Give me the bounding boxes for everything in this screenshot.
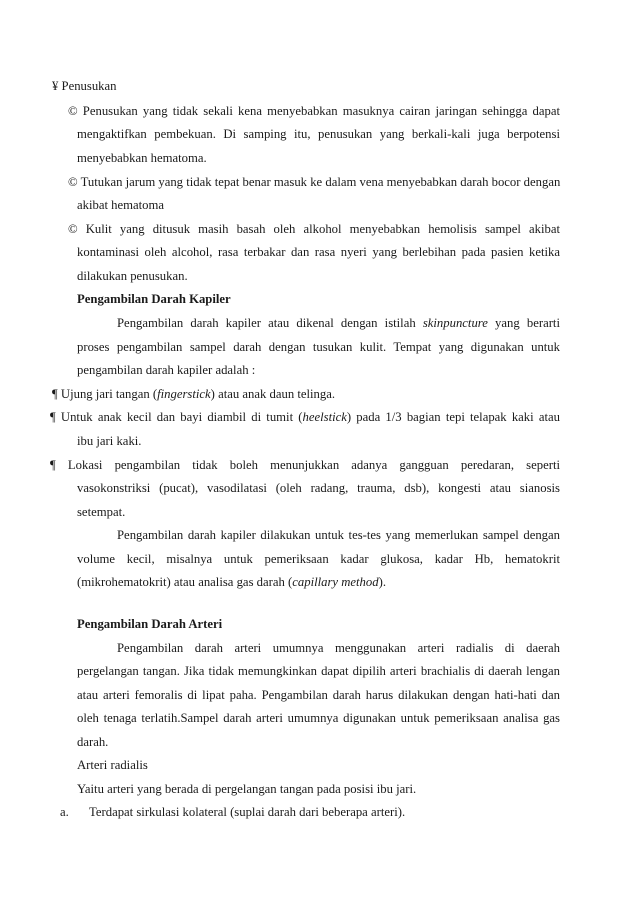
- paragraph-line: mengaktifkan pembekuan. Di samping itu, penusukan yang berkali-kali juga berpotensi: [77, 127, 560, 141]
- text-run: yang berarti: [487, 316, 560, 330]
- paragraph-line: atau arteri femoralis di lipat paha. Pengambilan darah harus dilakukan dengan hati-hati dan: [77, 688, 560, 702]
- paragraph-line: pengambilan darah kapiler adalah :: [77, 363, 256, 377]
- paragraph-line: ibu jari kaki.: [77, 434, 142, 448]
- term-skinpuncture: skinpuncture: [422, 316, 488, 330]
- paragraph-line: proses pengambilan sampel darah dengan tusukan kulit. Tempat yang digunakan untuk: [77, 340, 560, 354]
- text-run: ) atau anak daun telinga.: [210, 387, 336, 401]
- paragraph-line: setempat.: [77, 505, 126, 519]
- text-run: ¶ Ujung jari tangan (: [52, 387, 158, 401]
- term-heelstick: heelstick: [302, 410, 347, 424]
- paragraph-line: Pengambilan darah arteri umumnya menggunakan arteri radialis di daerah: [117, 641, 560, 655]
- paragraph-line: © Kulit yang ditusuk masih basah oleh alkohol menyebabkan hemolisis sampel akibat: [68, 222, 560, 236]
- paragraph-line: darah.: [77, 735, 109, 749]
- list-item: [50, 409, 560, 425]
- text-run: ¶ Untuk anak kecil dan bayi diambil di tumit (: [50, 410, 303, 424]
- paragraph-line: dilakukan penusukan.: [77, 269, 188, 283]
- paragraph-line: Yaitu arteri yang berada di pergelangan tangan pada posisi ibu jari.: [77, 782, 417, 796]
- term-fingerstick: fingerstick: [157, 387, 211, 401]
- heading-arteri: Pengambilan Darah Arteri: [77, 617, 223, 631]
- paragraph-line: volume kecil, misalnya untuk pemeriksaan kadar glukosa, kadar Hb, hematokrit: [77, 552, 560, 566]
- heading-kapiler: Pengambilan Darah Kapiler: [77, 292, 231, 306]
- text-run: ) pada 1/3 bagian tepi telapak kaki atau: [346, 410, 560, 424]
- list-item: Terdapat sirkulasi kolateral (suplai darah dari beberapa arteri).: [89, 805, 406, 819]
- text-run: Pengambilan darah kapiler atau dikenal dengan istilah: [117, 316, 423, 330]
- paragraph-line: kontaminasi oleh alcohol, rasa terbakar dan rasa nyeri yang berlebihan pada pasien ketika: [77, 245, 560, 259]
- paragraph-line: Pengambilan darah kapiler dilakukan untuk tes-tes yang memerlukan sampel dengan: [117, 528, 560, 542]
- list-item: ¶ Lokasi pengambilan tidak boleh menunjukkan adanya gangguan peredaran, seperti: [50, 458, 560, 472]
- paragraph-line: [77, 574, 386, 590]
- subheading-arteri-radialis: Arteri radialis: [77, 758, 148, 772]
- paragraph-line: © Tutukan jarum yang tidak tepat benar masuk ke dalam vena menyebabkan darah bocor dengan: [68, 175, 561, 189]
- term-capillary-method: capillary method: [292, 575, 379, 589]
- list-marker: a.: [60, 805, 69, 819]
- text-run: (mikrohematokrit) atau analisa gas darah (: [77, 575, 293, 589]
- paragraph-line: © Penusukan yang tidak sekali kena menyebabkan masuknya cairan jaringan sehingga dapat: [68, 104, 560, 118]
- paragraph-line: akibat hematoma: [77, 198, 165, 212]
- paragraph-line: vasokonstriksi (pucat), vasodilatasi (oleh radang, trauma, dsb), kongesti atau sianosis: [77, 481, 560, 495]
- paragraph-line: menyebabkan hematoma.: [77, 151, 207, 165]
- paragraph-line: [117, 315, 560, 331]
- list-item: [52, 386, 335, 402]
- paragraph-line: oleh tenaga terlatih.Sampel darah arteri umumnya digunakan untuk pemeriksaan analisa gas: [77, 711, 560, 725]
- paragraph-line: pergelangan tangan. Jika tidak memungkinkan dapat dipilih arteri brachialis di daerah lengan: [77, 664, 560, 678]
- text-run: ).: [378, 575, 386, 589]
- heading-penusukan: ¥ Penusukan: [52, 79, 117, 93]
